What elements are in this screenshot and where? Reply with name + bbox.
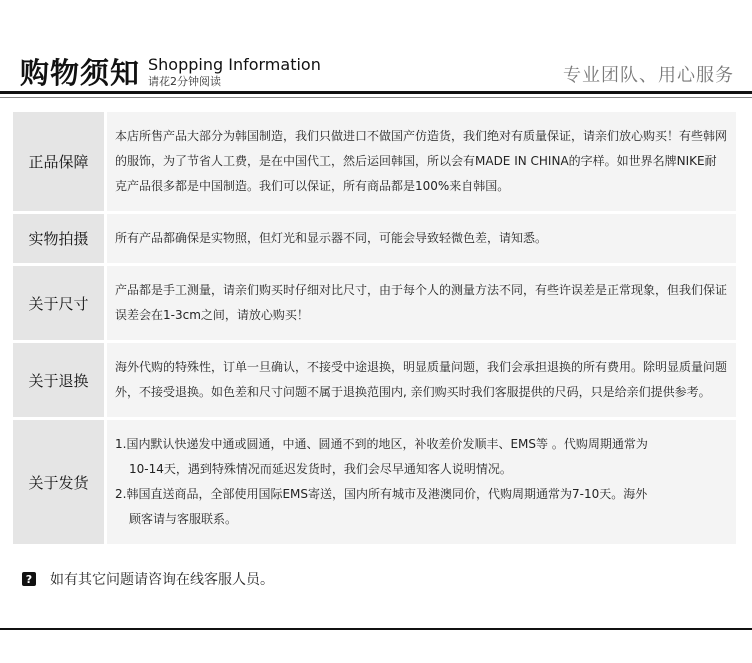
row-content (107, 343, 736, 417)
page-title: 购物须知 (20, 56, 141, 90)
info-row-authentic (13, 112, 736, 211)
row-text: 海外代购的特殊性，订单一旦确认，不接受中途退换，明显质量问题，我们会承担退换的所有费用。除明显质量问题外，不接受退换。如色差和尺寸问题不属于退换范围内, 亲们购买时我们客服提供的尺码，只是给亲们提供参考。 (115, 360, 728, 399)
faq-text: 如有其它问题请咨询在线客服人员。 (50, 572, 274, 588)
row-content (107, 214, 736, 263)
page-header (0, 0, 752, 100)
header-divider-thick (0, 91, 752, 94)
shipping-item-2-cont: 顾客请与客服联系。 (129, 512, 238, 526)
header-divider-thin (0, 97, 752, 98)
row-content (107, 112, 736, 211)
reading-time-note: 请花2分钟阅读 (148, 75, 221, 88)
info-row-sizing (13, 266, 736, 340)
row-content (107, 420, 736, 544)
row-label: 实物拍摄 (28, 230, 89, 248)
page-title-english: Shopping Information (148, 55, 321, 74)
shipping-item-2: 2.韩国直送商品，全部使用国际EMS寄送，国内所有城市及港澳同价，代购周期通常为7-10天。海外 (115, 487, 648, 501)
row-label: 关于尺寸 (28, 294, 89, 313)
row-label: 正品保障 (28, 153, 89, 171)
row-text: 本店所售产品大部分为韩国制造，我们只做进口不做国产仿造货，我们绝对有质量保证，请亲们放心购买！有些韩网的服饰，为了节省人工费，是在中国代工，然后运回韩国，所以会有MADE IN CHINA的字样。如世界名牌NIKE耐克产品很多都是中国制造。我们可以保证，所有商品都是100%来自韩国。 (115, 129, 728, 193)
footer-divider (0, 628, 752, 630)
shipping-item-1: 1.国内默认快递发中通或圆通，中通、圆通不到的地区，补收差价发顺丰、EMS等 。代购周期通常为 (115, 437, 648, 451)
shipping-item-1-cont: 10-14天，遇到特殊情况而延迟发货时，我们会尽早通知客人说明情况。 (129, 462, 512, 476)
row-content (107, 266, 736, 340)
row-text: 产品都是手工测量，请亲们购买时仔细对比尺寸，由于每个人的测量方法不同，有些许误差是正常现象，但我们保证误差会在1-3cm之间，请放心购买！ (115, 283, 728, 322)
info-row-returns (13, 343, 736, 417)
info-row-shipping (13, 420, 736, 544)
row-label: 关于退换 (28, 371, 89, 390)
slogan: 专业团队、用心服务 (563, 65, 734, 86)
faq-note (22, 569, 274, 589)
row-label: 关于发货 (28, 473, 89, 492)
info-row-real-photos (13, 214, 736, 263)
row-text: 所有产品都确保是实物照，但灯光和显示器不同，可能会导致轻微色差，请知悉。 (115, 231, 548, 245)
info-table (13, 112, 736, 547)
question-icon: ? (22, 572, 36, 586)
